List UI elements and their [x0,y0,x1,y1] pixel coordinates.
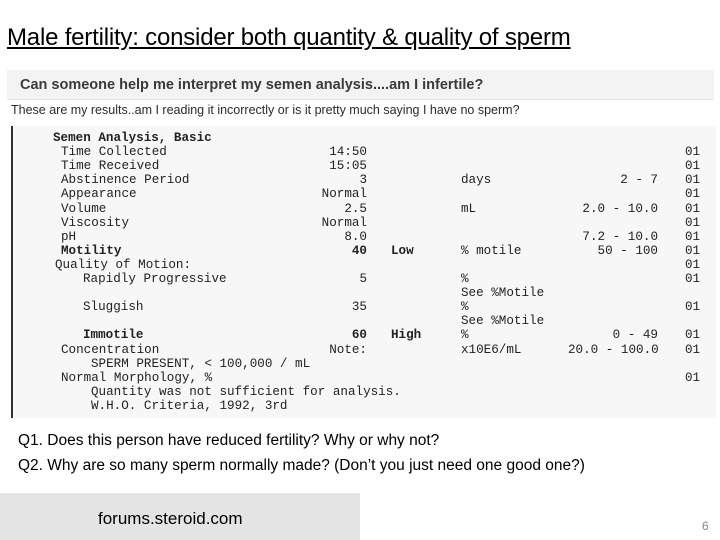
report-cell: 01 [685,229,701,244]
semen-analysis-report [11,126,716,418]
report-cell: Immotile [83,328,144,343]
report-cell: Viscosity [61,215,130,230]
report-cell: Normal Morphology, % [61,370,213,385]
report-cell: SPERM PRESENT, < 100,000 / mL [91,356,311,371]
slide-title: Male fertility: consider both quantity & quality of sperm [7,24,571,51]
report-cell: % [461,328,469,343]
report-cell: Concentration [61,342,160,357]
report-cell: Motility [61,243,122,258]
report-cell: 0 - 49 [612,328,658,343]
report-cell: 50 - 100 [597,243,658,258]
report-cell: Sluggish [83,300,144,315]
report-cell: pH [61,229,77,244]
report-cell: 01 [685,243,701,258]
report-cell: % [461,300,469,315]
report-cell: 01 [685,370,701,385]
report-cell: 15:05 [329,159,367,174]
report-cell: 01 [685,173,701,188]
page-number: 6 [702,519,709,533]
report-cell: See %Motile [461,286,545,301]
report-cell: 01 [685,145,701,160]
report-cell: W.H.O. Criteria, 1992, 3rd [91,398,288,413]
forum-body: These are my results..am I reading it incorrectly or is it pretty much saying I have no sperm? [11,103,520,117]
report-cell: Semen Analysis, Basic [53,131,212,145]
report-cell: 01 [685,328,701,343]
report-cell: 35 [351,300,367,315]
report-cell: 01 [685,187,701,202]
report-cell: Abstinence Period [61,173,190,188]
report-cell: 40 [351,243,367,258]
report-cell: % motile [461,243,522,258]
report-cell: % [461,272,469,286]
report-cell: Quantity was not sufficient for analysis. [91,384,401,399]
footer-source-box [0,493,360,540]
report-cell: Appearance [61,187,137,202]
report-cell: 01 [685,215,701,230]
report-cell: 2.0 - 10.0 [582,201,658,216]
report-cell: 01 [685,257,701,272]
report-cell: Low [391,243,414,258]
report-cell: 01 [685,201,701,216]
report-cell: Normal [321,187,367,202]
report-cell: 01 [685,272,701,286]
report-cell: 01 [685,300,701,315]
report-cell: Note: [329,342,367,357]
discussion-questions [18,428,585,478]
report-cell: days [461,173,492,188]
report-cell: 2 - 7 [620,173,658,188]
report-cell: 01 [685,159,701,174]
forum-question: Can someone help me interpret my semen analysis....am I infertile? [20,77,484,93]
report-cell: Volume [61,201,107,216]
question-1: Q1. Does this person have reduced fertility? Why or why not? [18,432,440,449]
report-cell: Quality of Motion: [55,257,192,272]
report-cell: 14:50 [329,145,367,160]
report-cell: 60 [351,328,367,343]
report-cell: mL [461,201,477,216]
report-cell: Time Received [61,159,160,174]
report-cell: Time Collected [61,145,167,160]
report-cell: High [391,328,422,343]
forum-screenshot [7,70,714,418]
question-2: Q2. Why are so many sperm normally made? (Don’t you just need one good one?) [18,457,585,474]
report-cell: 3 [359,173,367,188]
report-cell: 20.0 - 100.0 [568,342,659,357]
report-cell: Rapidly Progressive [83,272,227,286]
report-cell: Normal [321,215,367,230]
report-cell: 2.5 [344,201,367,216]
forum-question-bar [7,70,714,100]
report-cell: See %Motile [461,314,545,329]
report-cell: x10E6/mL [461,342,522,357]
report-cell: 7.2 - 10.0 [582,229,658,244]
report-cell: 8.0 [344,229,367,244]
report-cell: 01 [685,342,701,357]
report-cell: 5 [359,272,367,286]
footer-source: forums.steroid.com [98,509,243,528]
